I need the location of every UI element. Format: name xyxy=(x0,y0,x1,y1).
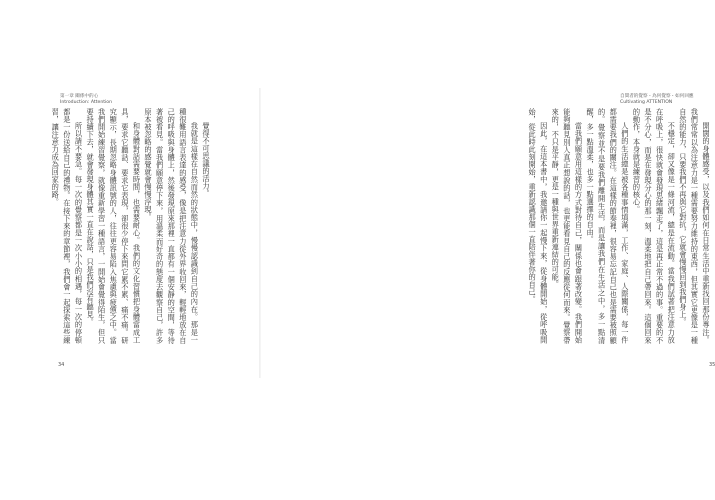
right-running-head xyxy=(620,94,694,105)
left-paragraph-1: 覺得不可思議的活力。 xyxy=(202,122,211,198)
right-paragraph-2: 不穩定，卻又像是一條河流，總是在流動。當我們試著把注意力放在呼吸上，很快就會發現思緒飄走了，這是再正常不過的事。重要的不是不分心，而是在發現分心的那一刻，溫柔地把自己帶回來。這個回來的動作，本身就是練習的核心。 xyxy=(632,108,677,344)
left-body-text xyxy=(51,108,212,344)
right-paragraph-5: 因此，在這本書中，我邀請你一起慢下來，從身體開始，從呼吸開始，從此時此刻開始，重新認識那個一直陪伴著你的自己。 xyxy=(528,108,549,344)
right-paragraph-3: 人們的生活總是被各種事情填滿，工作、家庭、人際關係，每一件都需要我們的關注。在這樣的節奏裡，很容易忘記自己也是需要被照顧的。覺察並不是要我們離開生活，而是讓我們在生活之中，多一點清醒，多一點溫柔，也多一點選擇的自由。 xyxy=(586,108,630,344)
right-paragraph-1: 開闊的身體感受，以及我們如何在日常生活中重新找回那份專注。我們常常以為注意力是一種需要努力維持的東西，但其實它更像是一種自然的能力，只要我們不再與它對抗，它就會慢慢回到我們身上。 xyxy=(678,108,711,344)
right-page-number: 35 xyxy=(709,362,715,368)
left-page-number: 34 xyxy=(58,362,65,368)
right-running-head-english: Cultivating ATTENTION xyxy=(620,99,673,105)
left-paragraph-3: 和身體對話需要時間，也需要耐心。我們的文化習慣把身體當成工具，要求它聽話、要求它表現，卻很少停下來問它累不累、痛不痛。研究顯示，長期忽略身體訊號的人，往往更容易陷入焦慮與疲憊之中。當我們開始練習覺察，就像重新學習一種語言，一開始會覺得陌生，但只要持續下去，就會發現身體其實一直在說話，只是我們沒有聽見。 xyxy=(86,108,142,344)
left-paragraph-2: 我就是這樣在自然而然的狀態中，慢慢認識到自己的內在。那是一種很難用語言表達的感受，像是把注意力從外界收回來，輕輕地放在自己的呼吸與身體上，然後發現原來那裡一直都有一個安靜的空間，等待著被看見。當我們願意停下來，用溫柔而好奇的態度去觀察自己，許多原本被忽略的感覺就會慢慢浮現。 xyxy=(144,108,200,344)
left-page xyxy=(0,0,260,500)
left-running-head-chapter: 第一章 關係中的心 xyxy=(60,94,99,99)
left-running-head xyxy=(60,94,112,105)
left-running-head-english: Introduction: Attention xyxy=(60,99,113,105)
right-paragraph-4: 當我們願意用這樣的方式對待自己，關係也會跟著改變。我們開始能夠聽見別人真正想說的話，也更能看見自己的反應從何而來。覺察帶來的，不只是平靜，更是一種與世界重新連結的可能。 xyxy=(551,108,584,344)
right-page xyxy=(260,0,715,500)
left-paragraph-4: 所以請不要急。每一次的覺察都是一次小小的相遇，每一次的停頓都是一份送給自己的禮物。在接下來的章節裡，我們會一起探索這些練習，讓注意力成為回家的路。 xyxy=(51,108,84,344)
right-body-text xyxy=(528,108,712,344)
right-running-head-chapter: 自間者的覺察・為何覺察・如何回應 xyxy=(620,94,694,99)
